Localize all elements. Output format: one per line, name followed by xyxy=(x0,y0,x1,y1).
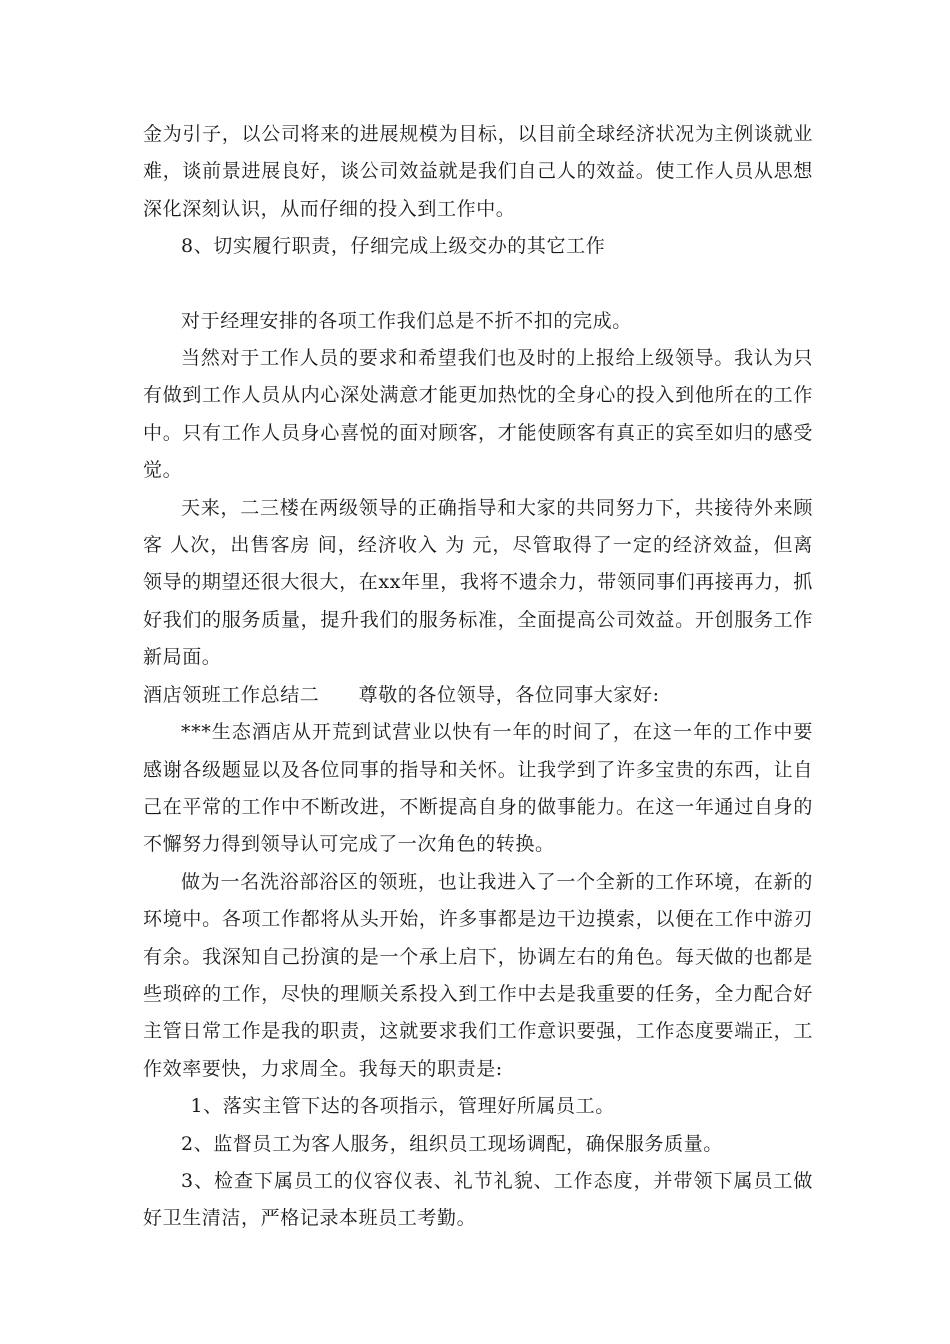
paragraph-intro: ***生态酒店从开荒到试营业以快有一年的时间了，在这一年的工作中要感谢各级题显以及各位同事的指导和关怀。让我学到了许多宝贵的东西，让自己在平常的工作中不断改进，不断提高自身的做事能力。在这一年通过自身的不懈努力得到领导认可完成了一次角色的转换。 xyxy=(143,721,813,856)
paragraph-tasks: 对于经理安排的各项工作我们总是不折不扣的完成。 xyxy=(181,309,632,332)
paragraph-requirements: 当然对于工作人员的要求和希望我们也及时的上报给上级领导。我认为只有做到工作人员从内心深处满意才能更加热忱的全身心的投入到他所在的工作中。只有工作人员身心喜悦的面对顾客，才能使顾客有真正的宾至如归的感受觉。 xyxy=(143,347,813,482)
paragraph-continuation: 金为引子，以公司将来的进展规模为目标，以目前全球经济状况为主例谈就业难，谈前景进展良好，谈公司效益就是我们自己人的效益。使工作人员从思想深化深刻认识，从而仔细的投入到工作中。 xyxy=(143,123,813,220)
paragraph-results: 天来，二三楼在两级领导的正确指导和大家的共同努力下，共接待外来顾客 人次，出售客房 间，经济收入 为 元，尽管取得了一定的经济效益，但离领导的期望还很大很大，在xx年里，我将不遗余力，带领同事们再接再力，抓好我们的服务质量，提升我们的服务标准，全面提高公司效益。开创服务工作新局面。 xyxy=(143,496,813,669)
section-heading: 酒店领班工作总结二 尊敬的各位领导，各位同事大家好: xyxy=(143,683,660,706)
paragraph-item-8: 8、切实履行职责，仔细完成上级交办的其它工作 xyxy=(181,235,606,258)
list-item-1: 1、落实主管下达的各项指示，管理好所属员工。 xyxy=(190,1095,615,1118)
document-body xyxy=(143,116,813,1238)
paragraph-role: 做为一名洗浴部浴区的领班，也让我进入了一个全新的工作环境，在新的环境中。各项工作都将从头开始，许多事都是边干边摸索，以便在工作中游刃有余。我深知自己扮演的是一个承上启下，协调左右的角色。每天做的也都是些琐碎的工作，尽快的理顺关系投入到工作中去是我重要的任务，全力配合好主管日常工作是我的职责，这就要求我们工作意识要强，工作态度要端正，工作效率要快，力求周全。我每天的职责是: xyxy=(143,870,813,1080)
list-item-3: 3、检查下属员工的仪容仪表、礼节礼貌、工作态度，并带领下属员工做好卫生清洁，严格记录本班员工考勤。 xyxy=(143,1169,813,1230)
blank-line xyxy=(143,266,813,303)
list-item-2: 2、监督员工为客人服务，组织员工现场调配，确保服务质量。 xyxy=(181,1132,723,1155)
